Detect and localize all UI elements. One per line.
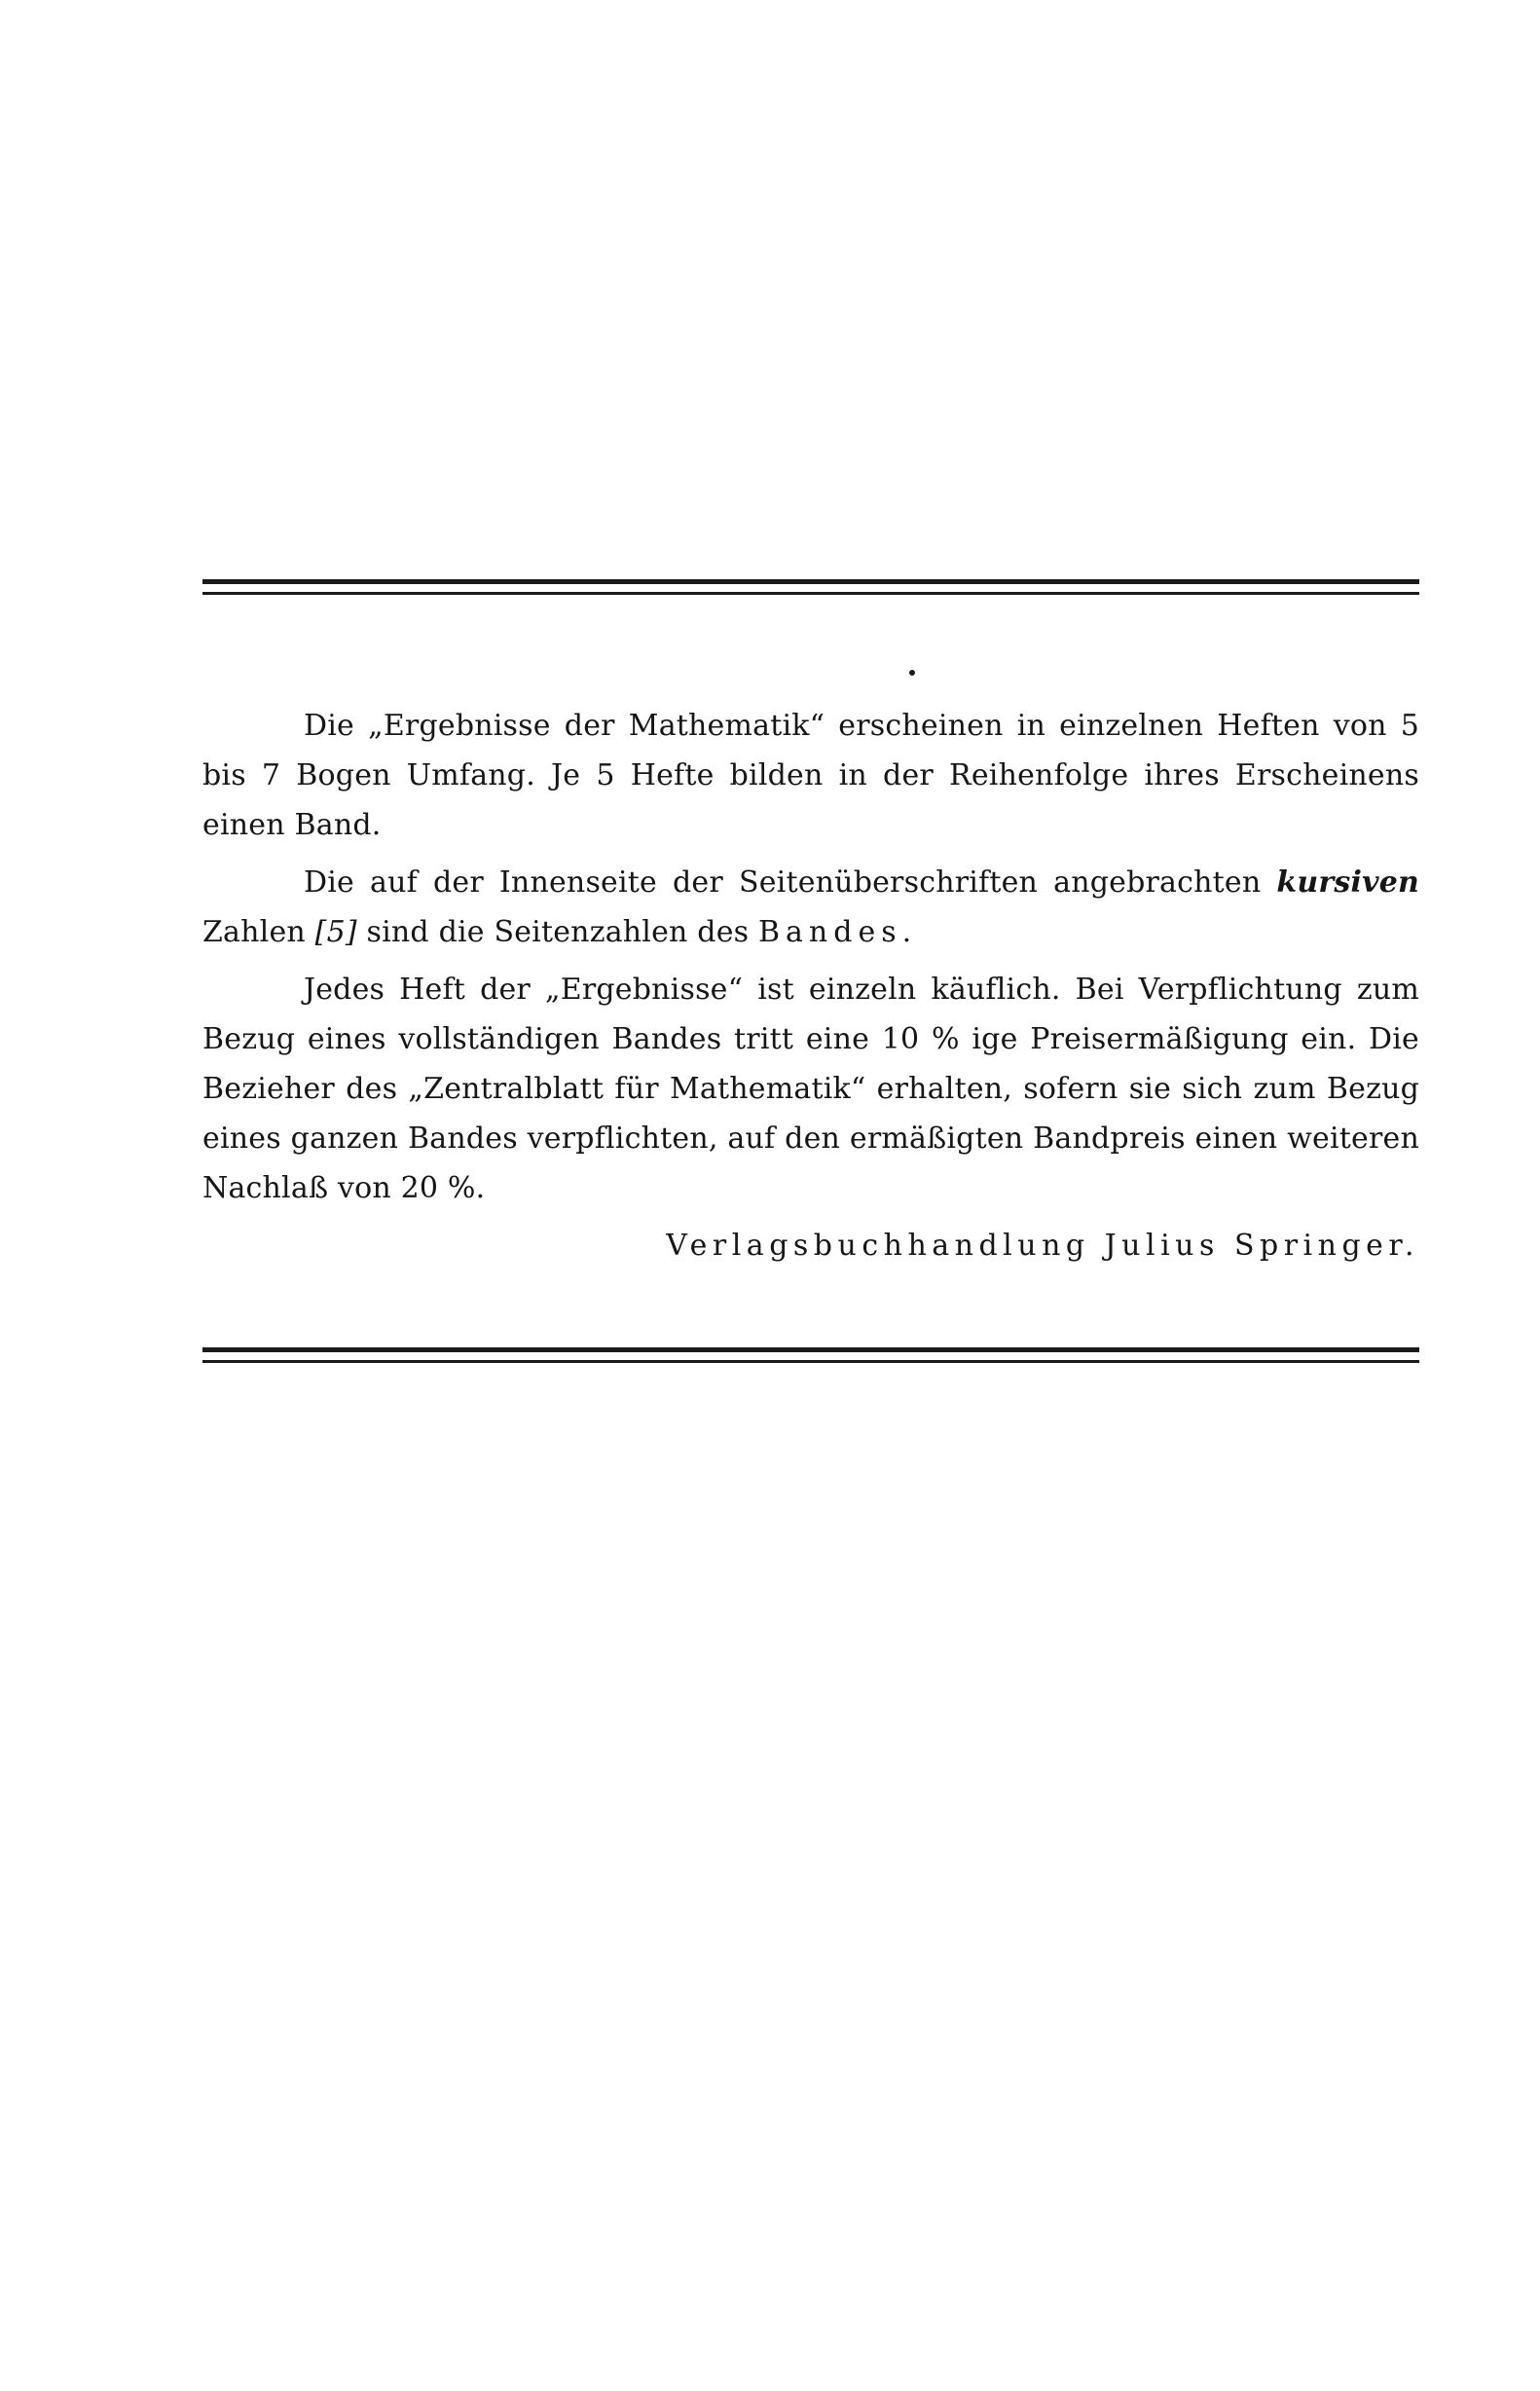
paragraph-page-numbers [202, 858, 1419, 957]
paragraph-1-text: Die „Ergebnisse der Mathematik“ erscheinen in einzelnen Heften von 5 bis 7 Bogen Umfang. Je 5 Hefte bilden in der Reihenfolge ihres Erscheinens einen Band. [202, 709, 1419, 842]
bottom-double-rule [202, 1347, 1419, 1363]
paragraph-2-spaced-word: Bandes [758, 915, 902, 949]
paragraph-2-part-2: Zahlen [202, 915, 315, 949]
top-double-rule [202, 579, 1419, 595]
top-rule-thin [202, 592, 1419, 595]
paragraph-2-italic-number: [5] [314, 915, 357, 949]
paragraph-2-part-3: sind die Seitenzahlen des [356, 915, 758, 949]
paragraph-2-part-4: . [901, 915, 912, 949]
publisher-signature: Verlagsbuchhandlung Julius Springer. [666, 1229, 1419, 1263]
notice-text-block [202, 701, 1419, 1270]
print-speck [909, 670, 915, 676]
paragraph-2-part-1: Die auf der Innenseite der Seitenüberschriften angebrachten [304, 865, 1277, 900]
paragraph-3-text: Jedes Heft der „Ergebnisse“ ist einzeln käuflich. Bei Verpflichtung zum Bezug eines vollständigen Bandes tritt eine 10 % ige Preisermäßigung ein. Die Bezieher des „Zentralblatt für Mathematik“ erhalten, sofern sie sich zum Bezug eines ganzen Bandes verpflichten, auf den ermäßigten Bandpreis einen weiteren Nachlaß von 20 %. [202, 973, 1419, 1205]
paragraph-2-italic-word: kursiven [1276, 865, 1419, 900]
paragraph-publication-info [202, 701, 1419, 850]
bottom-rule-thin [202, 1360, 1419, 1363]
paragraph-pricing [202, 965, 1419, 1213]
